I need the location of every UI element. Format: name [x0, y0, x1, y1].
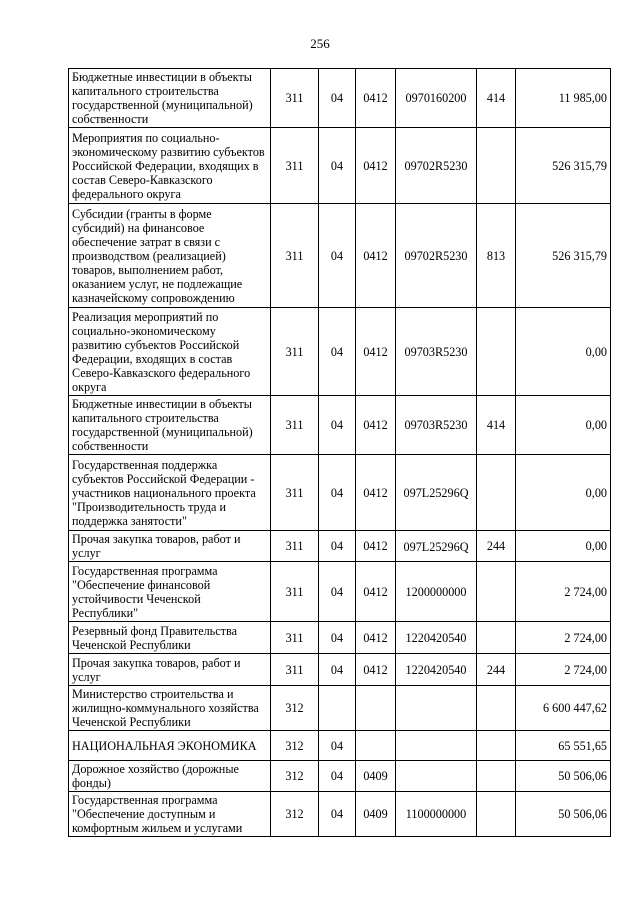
row-section-code [319, 686, 356, 731]
row-target-code: 0970160200 [396, 69, 477, 128]
row-target-code: 1220420540 [396, 622, 477, 654]
row-expense-type-code [477, 562, 516, 622]
row-section-code: 04 [319, 128, 356, 204]
row-expense-type-code: 414 [477, 69, 516, 128]
budget-table [68, 68, 611, 837]
row-expense-type-code [477, 308, 516, 396]
table-row [69, 396, 611, 455]
row-name: Мероприятия по социально-экономическому развитию субъектов Российской Федерации, входящих в состав Северо-Кавказского федерального округа [69, 128, 271, 204]
row-section-code: 04 [319, 562, 356, 622]
row-gr-code: 311 [271, 654, 319, 686]
page-number: 256 [310, 36, 330, 51]
row-target-code: 097L25296Q [396, 531, 477, 562]
row-expense-type-code [477, 622, 516, 654]
table-row [69, 204, 611, 308]
row-name: Министерство строительства и жилищно-коммунального хозяйства Чеченской Республики [69, 686, 271, 731]
row-amount: 2 724,00 [516, 654, 611, 686]
table-row [69, 686, 611, 731]
row-name: Резервный фонд Правительства Чеченской Республики [69, 622, 271, 654]
row-name: Субсидии (гранты в форме субсидий) на финансовое обеспечение затрат в связи с производством (реализацией) товаров, выполнением работ, оказанием услуг, не подлежащие казначейскому сопровождению [69, 204, 271, 308]
row-gr-code: 311 [271, 204, 319, 308]
row-section-code: 04 [319, 69, 356, 128]
table-row [69, 654, 611, 686]
table-row [69, 792, 611, 837]
row-subsection-code: 0412 [356, 455, 396, 531]
row-amount: 526 315,79 [516, 204, 611, 308]
row-expense-type-code: 244 [477, 531, 516, 562]
row-amount: 11 985,00 [516, 69, 611, 128]
row-gr-code: 312 [271, 731, 319, 761]
row-target-code: 09703R5230 [396, 308, 477, 396]
row-section-code: 04 [319, 204, 356, 308]
row-gr-code: 311 [271, 562, 319, 622]
table-row [69, 761, 611, 792]
row-section-code: 04 [319, 761, 356, 792]
row-target-code [396, 686, 477, 731]
row-name: Реализация мероприятий по социально-экономическому развитию субъектов Российской Федерации, входящих в состав Северо-Кавказского федерального округа [69, 308, 271, 396]
row-subsection-code: 0412 [356, 308, 396, 396]
table-row [69, 731, 611, 761]
row-expense-type-code [477, 128, 516, 204]
row-expense-type-code [477, 731, 516, 761]
row-amount: 0,00 [516, 531, 611, 562]
row-target-code: 1100000000 [396, 792, 477, 837]
row-expense-type-code [477, 455, 516, 531]
table-body [69, 69, 611, 837]
row-section-code: 04 [319, 731, 356, 761]
row-name: Государственная программа "Обеспечение финансовой устойчивости Чеченской Республики" [69, 562, 271, 622]
row-gr-code: 311 [271, 308, 319, 396]
table-row [69, 455, 611, 531]
row-target-code: 09703R5230 [396, 396, 477, 455]
table-row [69, 69, 611, 128]
row-subsection-code: 0412 [356, 204, 396, 308]
row-section-code: 04 [319, 531, 356, 562]
row-subsection-code: 0409 [356, 792, 396, 837]
row-amount: 2 724,00 [516, 622, 611, 654]
row-subsection-code: 0412 [356, 562, 396, 622]
table-row [69, 562, 611, 622]
row-gr-code: 312 [271, 761, 319, 792]
row-target-code: 1200000000 [396, 562, 477, 622]
row-amount: 50 506,06 [516, 761, 611, 792]
row-target-code [396, 761, 477, 792]
row-name: НАЦИОНАЛЬНАЯ ЭКОНОМИКА [69, 731, 271, 761]
row-subsection-code: 0412 [356, 396, 396, 455]
table-row [69, 531, 611, 562]
table-row [69, 308, 611, 396]
table-row [69, 622, 611, 654]
row-subsection-code [356, 686, 396, 731]
row-gr-code: 311 [271, 69, 319, 128]
row-gr-code: 311 [271, 396, 319, 455]
row-target-code: 09702R5230 [396, 128, 477, 204]
row-name: Бюджетные инвестиции в объекты капитального строительства государственной (муниципальной) собственности [69, 69, 271, 128]
row-section-code: 04 [319, 396, 356, 455]
row-amount: 0,00 [516, 396, 611, 455]
row-gr-code: 312 [271, 792, 319, 837]
row-expense-type-code: 813 [477, 204, 516, 308]
row-section-code: 04 [319, 308, 356, 396]
row-amount: 50 506,06 [516, 792, 611, 837]
row-amount: 526 315,79 [516, 128, 611, 204]
row-name: Прочая закупка товаров, работ и услуг [69, 531, 271, 562]
row-subsection-code: 0409 [356, 761, 396, 792]
row-name: Бюджетные инвестиции в объекты капитального строительства государственной (муниципальной) собственности [69, 396, 271, 455]
row-section-code: 04 [319, 654, 356, 686]
row-gr-code: 311 [271, 455, 319, 531]
row-section-code: 04 [319, 792, 356, 837]
row-target-code: 09702R5230 [396, 204, 477, 308]
row-expense-type-code [477, 761, 516, 792]
row-amount: 0,00 [516, 455, 611, 531]
row-subsection-code: 0412 [356, 69, 396, 128]
row-name: Государственная программа "Обеспечение доступным и комфортным жильем и услугами [69, 792, 271, 837]
row-subsection-code: 0412 [356, 654, 396, 686]
row-section-code: 04 [319, 455, 356, 531]
row-target-code [396, 731, 477, 761]
row-gr-code: 311 [271, 128, 319, 204]
row-gr-code: 312 [271, 686, 319, 731]
table-row [69, 128, 611, 204]
row-amount: 0,00 [516, 308, 611, 396]
row-name: Государственная поддержка субъектов Российской Федерации - участников национального проекта "Производительность труда и поддержка занятости" [69, 455, 271, 531]
row-gr-code: 311 [271, 531, 319, 562]
row-target-code: 097L25296Q [396, 455, 477, 531]
row-subsection-code: 0412 [356, 531, 396, 562]
row-section-code: 04 [319, 622, 356, 654]
row-amount: 6 600 447,62 [516, 686, 611, 731]
row-amount: 2 724,00 [516, 562, 611, 622]
row-gr-code: 311 [271, 622, 319, 654]
row-subsection-code: 0412 [356, 622, 396, 654]
row-name: Дорожное хозяйство (дорожные фонды) [69, 761, 271, 792]
row-expense-type-code [477, 792, 516, 837]
row-amount: 65 551,65 [516, 731, 611, 761]
row-subsection-code: 0412 [356, 128, 396, 204]
row-expense-type-code: 244 [477, 654, 516, 686]
row-expense-type-code: 414 [477, 396, 516, 455]
row-subsection-code [356, 731, 396, 761]
row-expense-type-code [477, 686, 516, 731]
row-target-code: 1220420540 [396, 654, 477, 686]
row-name: Прочая закупка товаров, работ и услуг [69, 654, 271, 686]
